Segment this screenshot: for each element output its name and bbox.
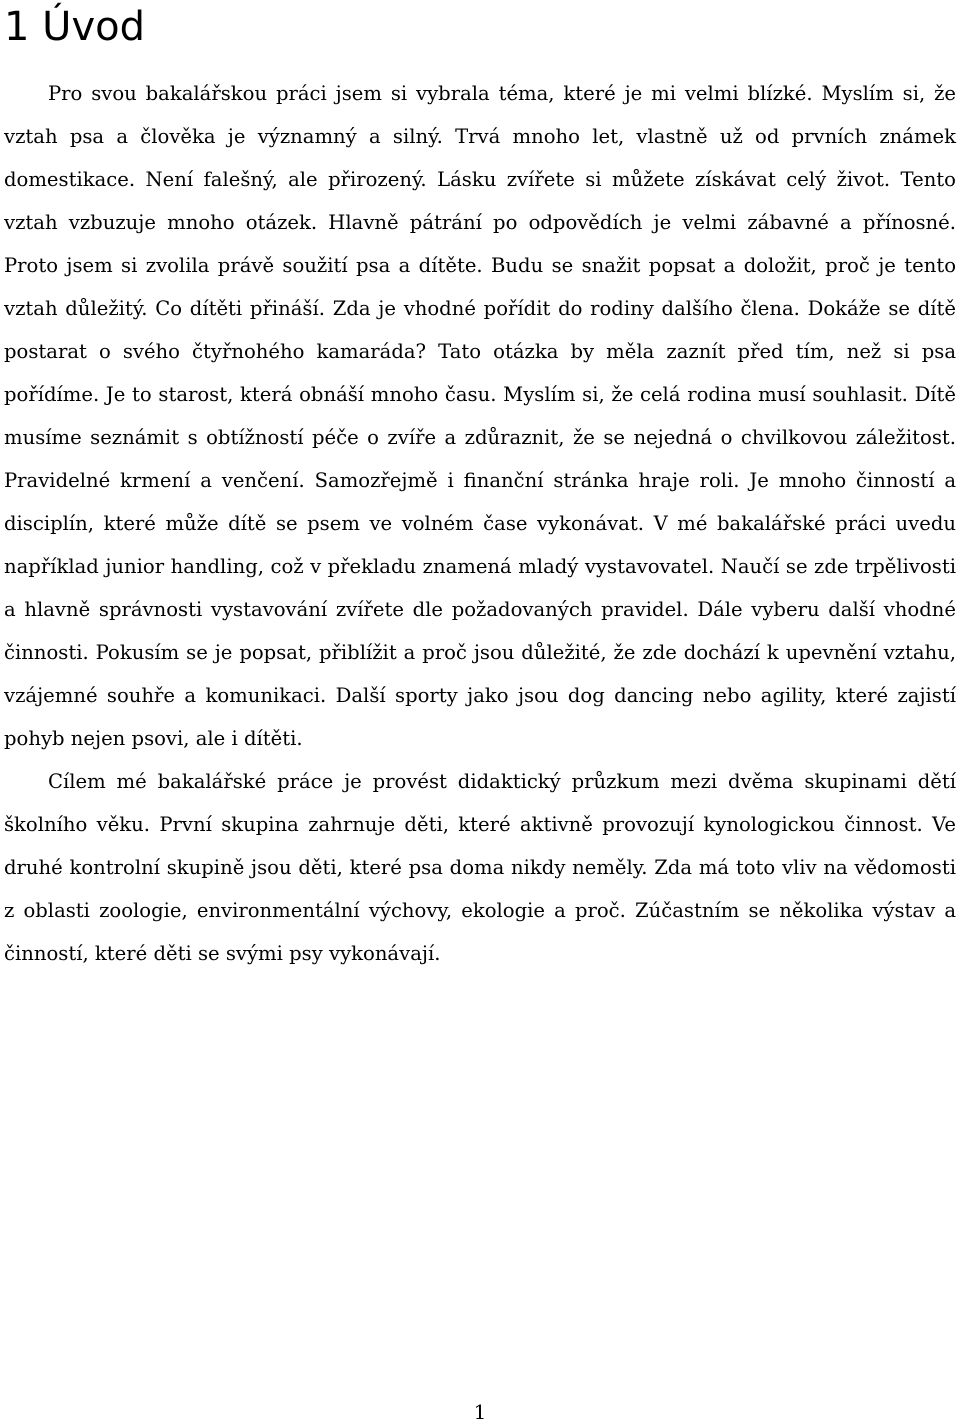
- sentence: Samozřejmě i finanční stránka hraje roli.: [314, 469, 740, 492]
- sentence: Cílem mé bakalářské práce je provést didaktický průzkum mezi dvěma skupinami dětí školního věku.: [4, 770, 956, 836]
- sentence: Lásku zvířete si můžete získávat celý život.: [437, 168, 891, 191]
- sentence: Je to starost, která obnáší mnoho času.: [105, 383, 497, 406]
- sentence: Myslím si, že celá rodina musí souhlasit.: [503, 383, 908, 406]
- sentence: Není falešný, ale přirozený.: [145, 168, 427, 191]
- sentence: Tato otázka by měla zaznít před tím, než si psa pořídíme.: [4, 340, 957, 406]
- page-number: 1: [473, 1400, 487, 1424]
- sentence: Pravidelné krmení a venčení.: [4, 469, 305, 492]
- sentence: Proto jsem si zvolila právě soužití psa a dítěte.: [4, 254, 483, 277]
- sentence: Dále vyberu další vhodné činnosti.: [4, 598, 956, 664]
- sentence: Zda je vhodné pořídit do rodiny dalšího člena.: [332, 297, 800, 320]
- paragraph-intro: [4, 72, 956, 760]
- sentence: Je mnoho činností a disciplín, které může dítě se psem ve volném čase vykonávat.: [4, 469, 957, 535]
- sentence: Trvá mnoho let, vlastně už od prvních známek domestikace.: [4, 125, 957, 191]
- sentence: V mé bakalářské práci uvedu například junior handling, což v překladu znamená mladý vystavovatel.: [4, 512, 956, 578]
- sentence: Další sporty jako jsou dog dancing nebo agility, které zajistí pohyb nejen psovi, ale i dítěti.: [4, 684, 956, 750]
- paragraph-goal: [4, 760, 956, 975]
- sentence: Co dítěti přináší.: [155, 297, 325, 320]
- sentence: Dokáže se dítě postarat o svého čtyřnohého kamaráda?: [4, 297, 957, 363]
- sentence: Ve druhé kontrolní skupině jsou děti, které psa doma nikdy neměly.: [4, 813, 956, 879]
- sentence: Pro svou bakalářskou práci jsem si vybrala téma, které je mi velmi blízké.: [48, 82, 813, 105]
- sentence: Tento vztah vzbuzuje mnoho otázek.: [4, 168, 956, 234]
- chapter-body: [4, 72, 956, 975]
- sentence: Zúčastním se několika výstav a činností, které děti se svými psy vykonávají.: [4, 899, 957, 965]
- sentence: Budu se snažit popsat a doložit, proč je tento vztah důležitý.: [4, 254, 956, 320]
- sentence: Hlavně pátrání po odpovědích je velmi zábavné a přínosné.: [328, 211, 956, 234]
- sentence: Pokusím se je popsat, přiblížit a proč jsou důležité, že zde dochází k upevnění vztahu, vzájemné souhře a komunikaci.: [4, 641, 956, 707]
- sentence: Dítě musíme seznámit s obtížností péče o zvíře a zdůraznit, že se nejedná o chvilkovou záležitost.: [4, 383, 957, 449]
- sentence: Naučí se zde trpělivosti a hlavně správnosti vystavování zvířete dle požadovaných pravidel.: [4, 555, 956, 621]
- sentence: Zda má toto vliv na vědomosti z oblasti zoologie, environmentální výchovy, ekologie a proč.: [4, 856, 956, 922]
- sentence: Myslím si, že vztah psa a člověka je významný a silný.: [4, 82, 956, 148]
- sentence: První skupina zahrnuje děti, které aktivně provozují kynologickou činnost.: [159, 813, 923, 836]
- chapter-heading: 1 Úvod: [4, 4, 145, 50]
